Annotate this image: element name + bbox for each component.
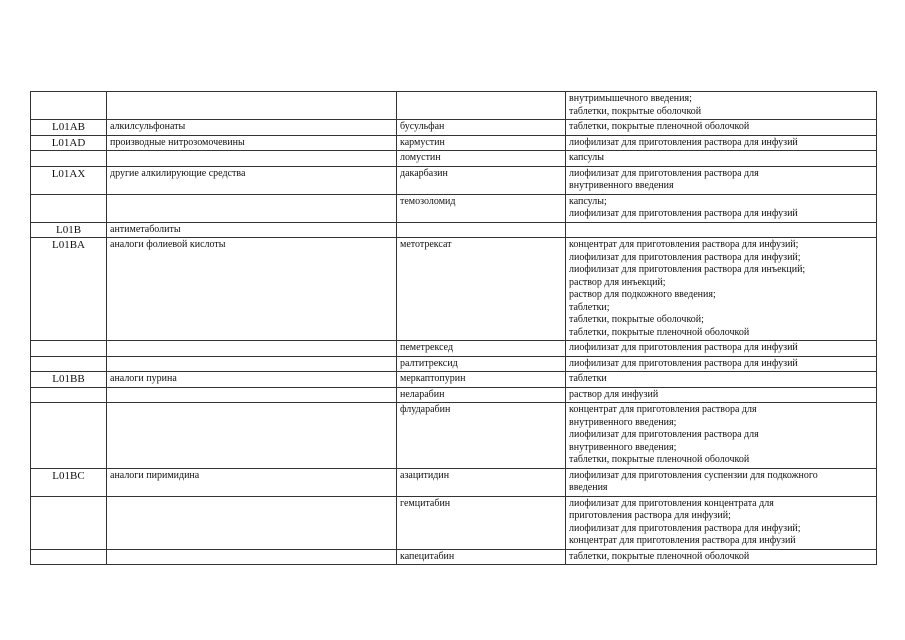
- drug-name-cell: дакарбазин: [397, 166, 566, 194]
- drug-name-cell: кармустин: [397, 135, 566, 151]
- dosage-form-line: таблетки, покрытые пленочной оболочкой: [569, 326, 750, 338]
- table-row: [31, 372, 877, 388]
- atc-code-cell: L01AB: [31, 120, 107, 136]
- dosage-forms-cell: [566, 372, 877, 388]
- group-name-cell: [107, 549, 397, 565]
- dosage-form-line: лиофилизат для приготовления раствора для инфузий: [569, 136, 798, 148]
- drug-classification-table: [30, 91, 877, 565]
- atc-code-cell: L01AX: [31, 166, 107, 194]
- dosage-forms-cell: [566, 403, 877, 469]
- dosage-form-line: лиофилизат для приготовления раствора для инфузий;: [569, 522, 801, 534]
- atc-code-cell: [31, 341, 107, 357]
- group-name-cell: аналоги пурина: [107, 372, 397, 388]
- dosage-form-line: капсулы;: [569, 195, 607, 207]
- table-row: [31, 135, 877, 151]
- drug-name-cell: гемцитабин: [397, 496, 566, 549]
- table-row: [31, 120, 877, 136]
- dosage-form-line: внутримышечного введения;: [569, 93, 692, 104]
- dosage-forms-cell: [566, 496, 877, 549]
- dosage-form-line: лиофилизат для приготовления раствора для инфузий: [569, 208, 798, 219]
- drug-name-cell: пеметрексед: [397, 341, 566, 357]
- atc-code-cell: L01AD: [31, 135, 107, 151]
- dosage-form-line: капсулы: [569, 152, 604, 163]
- drug-name-cell: темозоломид: [397, 194, 566, 222]
- dosage-form-line: концентрат для приготовления раствора для инфузий;: [569, 239, 799, 250]
- group-name-cell: [107, 341, 397, 357]
- dosage-forms-cell: [566, 92, 877, 120]
- drug-name-cell: [397, 222, 566, 238]
- drug-name-cell: неларабин: [397, 387, 566, 403]
- dosage-form-line: внутривенного введения;: [569, 441, 677, 453]
- drug-name-cell: [397, 92, 566, 120]
- table-row: [31, 166, 877, 194]
- group-name-cell: антиметаболиты: [107, 222, 397, 238]
- table-row: [31, 387, 877, 403]
- table-row: [31, 496, 877, 549]
- dosage-forms-cell: [566, 468, 877, 496]
- atc-code-cell: [31, 496, 107, 549]
- dosage-form-line: введения: [569, 482, 608, 493]
- atc-code-cell: L01BA: [31, 238, 107, 341]
- group-name-cell: [107, 194, 397, 222]
- table-row: [31, 238, 877, 341]
- drug-name-cell: флударабин: [397, 403, 566, 469]
- table-row: [31, 341, 877, 357]
- dosage-form-line: внутривенного введения: [569, 180, 674, 191]
- drug-name-cell: азацитидин: [397, 468, 566, 496]
- dosage-form-line: лиофилизат для приготовления раствора для инфузий: [569, 342, 798, 353]
- drug-name-cell: ломустин: [397, 151, 566, 167]
- dosage-form-line: таблетки, покрытые пленочной оболочкой: [569, 550, 750, 562]
- atc-code-cell: [31, 549, 107, 565]
- dosage-forms-cell: [566, 222, 877, 238]
- document-page: [30, 91, 876, 565]
- dosage-form-line: лиофилизат для приготовления суспензии для подкожного: [569, 469, 818, 481]
- group-name-cell: [107, 496, 397, 549]
- dosage-form-line: внутривенного введения;: [569, 416, 677, 428]
- atc-code-cell: [31, 403, 107, 469]
- dosage-forms-cell: [566, 166, 877, 194]
- dosage-form-line: таблетки, покрытые пленочной оболочкой: [569, 454, 750, 465]
- group-name-cell: [107, 387, 397, 403]
- table-body: [31, 92, 877, 565]
- dosage-forms-cell: [566, 387, 877, 403]
- dosage-forms-cell: [566, 341, 877, 357]
- atc-code-cell: [31, 194, 107, 222]
- table-row: [31, 403, 877, 469]
- group-name-cell: алкилсульфонаты: [107, 120, 397, 136]
- group-name-cell: аналоги пиримидина: [107, 468, 397, 496]
- dosage-form-line: раствор для инъекций;: [569, 276, 666, 288]
- group-name-cell: [107, 356, 397, 372]
- table-row: [31, 151, 877, 167]
- dosage-forms-cell: [566, 194, 877, 222]
- drug-name-cell: капецитабин: [397, 549, 566, 565]
- group-name-cell: [107, 151, 397, 167]
- dosage-form-line: таблетки;: [569, 301, 610, 313]
- dosage-forms-cell: [566, 120, 877, 136]
- dosage-form-line: таблетки, покрытые оболочкой;: [569, 314, 704, 325]
- table-row: [31, 194, 877, 222]
- table-row: [31, 549, 877, 565]
- dosage-forms-cell: [566, 151, 877, 167]
- table-row: [31, 222, 877, 238]
- atc-code-cell: [31, 356, 107, 372]
- atc-code-cell: L01BB: [31, 372, 107, 388]
- table-row: [31, 356, 877, 372]
- atc-code-cell: [31, 151, 107, 167]
- table-row: [31, 468, 877, 496]
- dosage-form-line: таблетки: [569, 373, 607, 384]
- dosage-form-line: лиофилизат для приготовления концентрата для: [569, 497, 774, 509]
- dosage-form-line: концентрат для приготовления раствора для: [569, 404, 757, 415]
- dosage-form-line: лиофилизат для приготовления раствора для: [569, 167, 759, 179]
- atc-code-cell: L01B: [31, 222, 107, 238]
- drug-name-cell: бусульфан: [397, 120, 566, 136]
- dosage-form-line: таблетки, покрытые пленочной оболочкой: [569, 121, 750, 132]
- dosage-form-line: приготовления раствора для инфузий;: [569, 510, 731, 521]
- dosage-forms-cell: [566, 356, 877, 372]
- group-name-cell: производные нитрозомочевины: [107, 135, 397, 151]
- dosage-form-line: раствор для инфузий: [569, 388, 659, 400]
- atc-code-cell: [31, 387, 107, 403]
- dosage-forms-cell: [566, 238, 877, 341]
- dosage-form-line: лиофилизат для приготовления раствора для инфузий: [569, 357, 798, 369]
- group-name-cell: аналоги фолиевой кислоты: [107, 238, 397, 341]
- group-name-cell: другие алкилирующие средства: [107, 166, 397, 194]
- dosage-forms-cell: [566, 549, 877, 565]
- group-name-cell: [107, 403, 397, 469]
- atc-code-cell: L01BC: [31, 468, 107, 496]
- dosage-form-line: концентрат для приготовления раствора для инфузий: [569, 535, 796, 546]
- dosage-form-line: лиофилизат для приготовления раствора для: [569, 429, 759, 440]
- table-row: [31, 92, 877, 120]
- dosage-forms-cell: [566, 135, 877, 151]
- drug-name-cell: метотрексат: [397, 238, 566, 341]
- dosage-form-line: лиофилизат для приготовления раствора для инъекций;: [569, 264, 806, 275]
- atc-code-cell: [31, 92, 107, 120]
- dosage-form-line: таблетки, покрытые оболочкой: [569, 105, 702, 117]
- dosage-form-line: раствор для подкожного введения;: [569, 289, 716, 300]
- drug-name-cell: ралтитрексид: [397, 356, 566, 372]
- drug-name-cell: меркаптопурин: [397, 372, 566, 388]
- dosage-form-line: лиофилизат для приготовления раствора для инфузий;: [569, 251, 801, 263]
- group-name-cell: [107, 92, 397, 120]
